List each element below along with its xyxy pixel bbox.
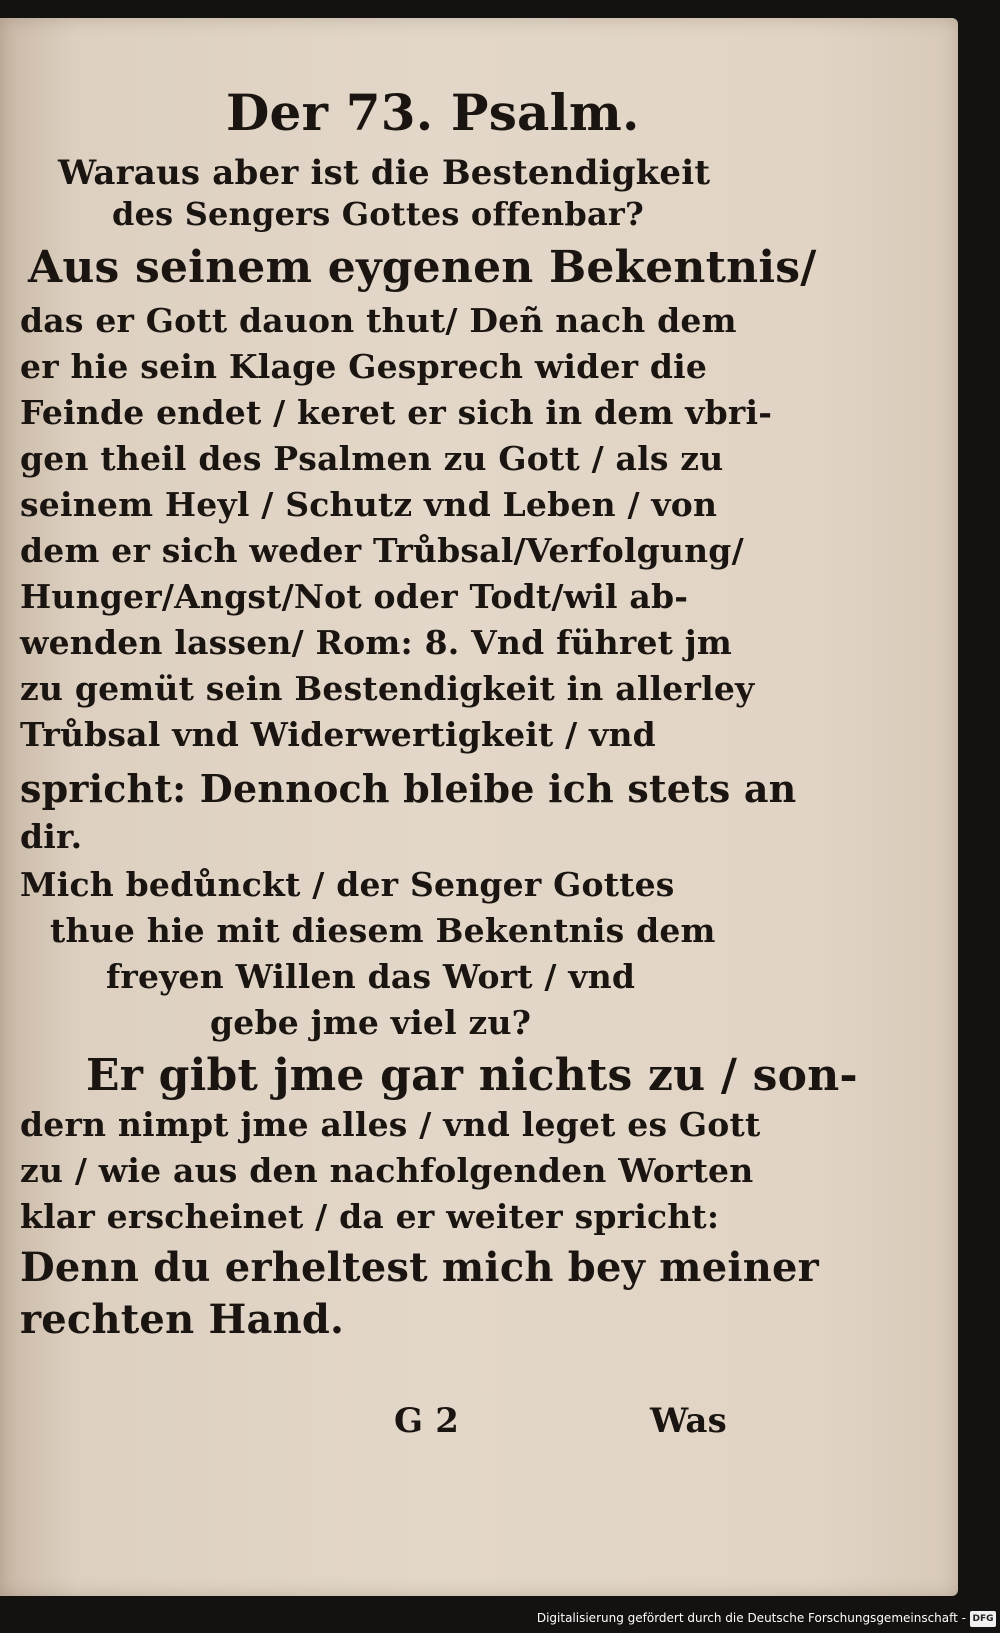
paper-sheet bbox=[0, 18, 958, 1596]
paragraph-1-line: Hunger/Angst/Not oder Todt/wil ab- bbox=[20, 577, 689, 616]
page-heading: Der 73. Psalm. bbox=[226, 83, 640, 142]
paragraph-2-line: Denn du erheltest mich bey meiner bbox=[20, 1244, 819, 1291]
paragraph-1-line: Aus seinem eygenen Bekentnis/ bbox=[28, 242, 817, 293]
paragraph-2-line: rechten Hand. bbox=[20, 1296, 345, 1343]
paragraph-1-line: zu gemüt sein Bestendigkeit in allerley bbox=[20, 669, 755, 708]
paragraph-1-line: dem er sich weder Trůbsal/Verfolgung/ bbox=[20, 531, 744, 570]
paragraph-2-line: zu / wie aus den nachfolgenden Worten bbox=[20, 1151, 754, 1190]
paragraph-1-line: gen theil des Psalmen zu Gott / als zu bbox=[20, 439, 724, 478]
paragraph-1-line: wenden lassen/ Rom: 8. Vnd führet jm bbox=[20, 623, 733, 662]
dfg-logo: DFG bbox=[970, 1611, 996, 1627]
paragraph-1-line: spricht: Dennoch bleibe ich stets an bbox=[20, 766, 797, 811]
question-line: freyen Willen das Wort / vnd bbox=[106, 957, 636, 996]
paragraph-1-line: dir. bbox=[20, 817, 83, 856]
paragraph-1-line: er hie sein Klage Gesprech wider die bbox=[20, 347, 708, 386]
paragraph-1-line: Trůbsal vnd Widerwertigkeit / vnd bbox=[20, 715, 656, 754]
catchword: Was bbox=[650, 1401, 728, 1441]
paragraph-2-line: Er gibt jme gar nichts zu / son- bbox=[86, 1050, 858, 1101]
paragraph-2-line: dern nimpt jme alles / vnd leget es Gott bbox=[20, 1105, 761, 1144]
subheading-line-2: des Sengers Gottes offenbar? bbox=[112, 195, 644, 233]
digitization-credit: Digitalisierung gefördert durch die Deutsche Forschungsgemeinschaft - bbox=[536, 1611, 966, 1625]
question-line: thue hie mit diesem Bekentnis dem bbox=[50, 911, 716, 950]
question-line: Mich bedůnckt / der Senger Gottes bbox=[20, 865, 675, 904]
question-line: gebe jme viel zu? bbox=[210, 1003, 532, 1042]
signature-mark: G 2 bbox=[394, 1401, 460, 1441]
paragraph-1-line: das er Gott dauon thut/ Deñ nach dem bbox=[20, 301, 737, 340]
paragraph-1-line: Feinde endet / keret er sich in dem vbri- bbox=[20, 393, 773, 432]
paragraph-1-line: seinem Heyl / Schutz vnd Leben / von bbox=[20, 485, 718, 524]
paragraph-2-line: klar erscheinet / da er weiter spricht: bbox=[20, 1197, 720, 1236]
subheading-line-1: Waraus aber ist die Bestendigkeit bbox=[58, 153, 711, 193]
